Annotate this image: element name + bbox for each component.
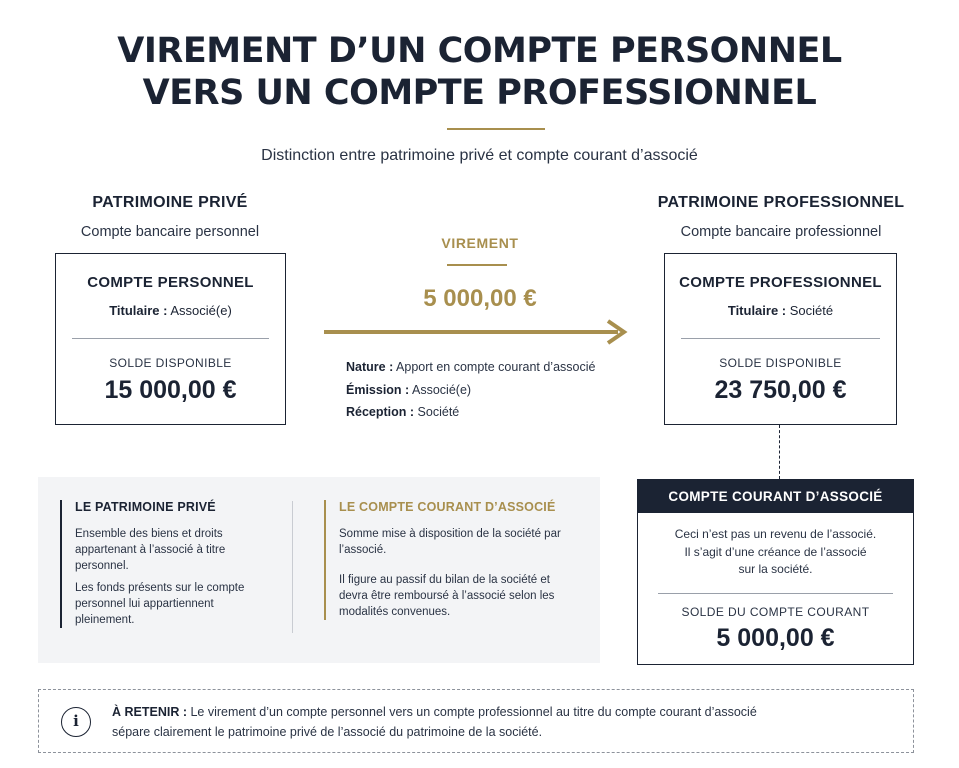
left-heading: PATRIMOINE PRIVÉ [92,194,248,211]
holder-label: Titulaire : [727,303,787,318]
title-line-1: VIREMENT D’UN COMPTE PERSONNEL [117,31,842,71]
retenir-text [112,702,757,742]
detail-nature [346,356,595,379]
info-private-block [60,500,270,628]
professional-account-card [664,253,897,425]
info-cca-text-1: Somme mise à disposition de la société par l’associé. [339,528,561,556]
balance-label: SOLDE DISPONIBLE [719,356,842,370]
info-separator [292,501,293,633]
info-private-text-1: Ensemble des biens et droits appartenant à l’associé à titre personnel. [75,528,226,572]
balance-label: SOLDE DISPONIBLE [109,356,232,370]
balance-amount: 23 750,00 € [714,376,847,404]
account-holder [665,303,896,318]
divider [72,338,269,339]
transfer-arrow-icon [324,318,630,346]
left-column-header [55,194,285,240]
account-holder [56,303,285,318]
holder-label: Titulaire : [109,303,168,318]
subtitle: Distinction entre patrimoine privé et compte courant d’associé [261,147,698,164]
account-name: COMPTE PERSONNEL [87,274,254,291]
cca-line: sur la société. [738,562,813,576]
detail-label: Émission : [346,382,410,397]
page-title [0,30,959,114]
detail-emission [346,379,595,402]
right-heading: PATRIMOINE PROFESSIONNEL [657,194,905,211]
title-divider [447,128,545,130]
divider [658,593,893,594]
retenir-line-1-text: Le virement d’un compte personnel vers un compte professionnel au titre du compte courant d’associé [190,705,757,719]
detail-value: Apport en compte courant d’associé [396,360,596,374]
retenir-line-2: sépare clairement le patrimoine privé de l’associé du patrimoine de la société. [112,725,543,739]
retenir-label: À RETENIR : [112,705,187,719]
account-name: COMPTE PROFESSIONNEL [679,274,882,291]
holder-value: Société [789,303,834,318]
cca-heading: COMPTE COURANT D’ASSOCIÉ [638,480,913,513]
cca-balance-label: SOLDE DU COMPTE COURANT [681,604,870,619]
info-panel [38,477,600,663]
balance-amount: 15 000,00 € [104,376,237,404]
cca-card [637,479,914,665]
transfer-details [346,356,595,424]
info-private-heading: LE PATRIMOINE PRIVÉ [75,500,216,514]
cca-line: Il s’agit d’une créance de l’associé [684,544,867,559]
detail-value: Société [417,405,460,419]
detail-label: Réception : [346,405,415,419]
right-column-header [636,194,926,240]
detail-reception [346,401,595,424]
left-subheading: Compte bancaire personnel [80,224,260,240]
retenir-line-1 [112,702,757,722]
cca-line: Ceci n’est pas un revenu de l’associé. [674,527,877,541]
info-private-text-2: Les fonds présents sur le compte personnel lui appartiennent pleinement. [75,582,245,626]
retenir-box [38,689,914,753]
personal-account-card [55,253,286,425]
cca-description [638,526,913,579]
title-line-2: VERS UN COMPTE PROFESSIONNEL [142,73,817,113]
detail-label: Nature : [346,360,394,374]
holder-value: Associé(e) [170,303,232,318]
info-icon: i [61,707,91,737]
detail-value: Associé(e) [412,382,472,397]
right-subheading: Compte bancaire professionnel [680,224,882,240]
divider [681,338,880,339]
info-cca-block [324,500,574,620]
dashed-connector [779,425,780,479]
transfer-label: VIREMENT [441,235,519,251]
info-cca-heading: LE COMPTE COURANT D’ASSOCIÉ [339,500,556,514]
info-cca-text-2: Il figure au passif du bilan de la société et devra être remboursé à l’associé selon les modalités convenues. [339,574,555,618]
transfer-amount: 5 000,00 € [423,285,537,312]
transfer-divider [447,264,507,266]
cca-balance-amount: 5 000,00 € [716,623,835,652]
